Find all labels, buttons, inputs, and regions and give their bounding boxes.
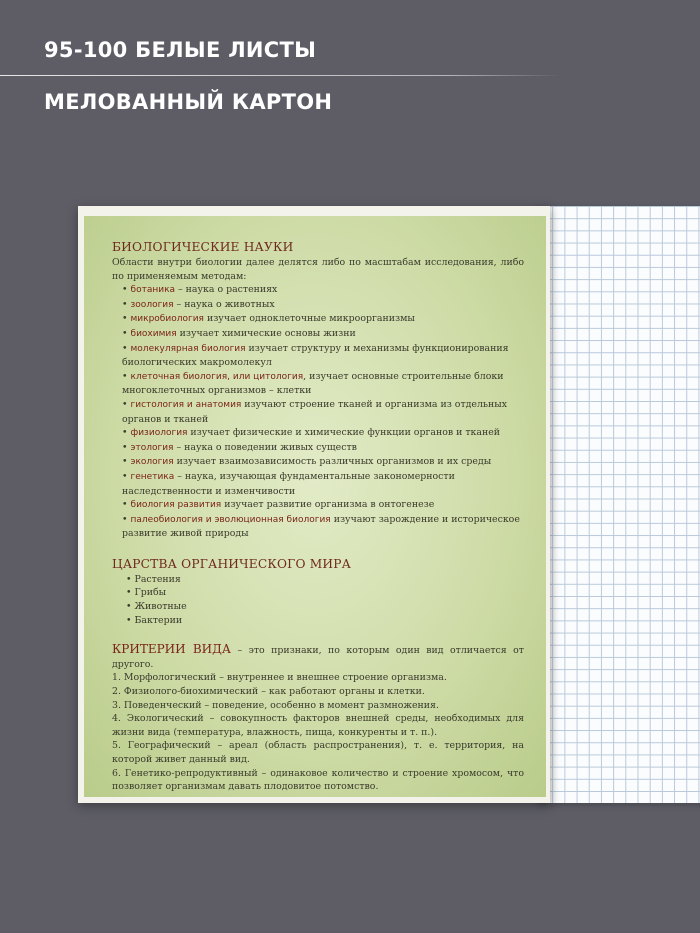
- bullet-icon: •: [122, 427, 131, 439]
- science-term: микробиология: [130, 314, 204, 325]
- science-term: генетика: [130, 471, 175, 482]
- science-term: ботаника: [130, 285, 176, 296]
- science-term: гистология и анатомия: [130, 399, 242, 410]
- cover-green-panel: [84, 216, 546, 797]
- criteria-definition: – это признаки, по которым один вид отличается от другого.: [112, 645, 524, 670]
- biology-list-item: [112, 513, 524, 541]
- biology-list-item: [112, 455, 524, 470]
- kingdom-name: Животные: [134, 601, 187, 613]
- biology-list-item: [112, 312, 524, 327]
- kingdom-item: [112, 586, 524, 600]
- science-description: – наука, изучающая фундаментальные закономерности наследственности и изменчивости: [122, 470, 455, 497]
- headline-divider: [0, 75, 560, 76]
- science-term: биохимия: [130, 328, 177, 339]
- science-description: изучает взаимозависимость различных организмов и их среды: [173, 456, 492, 468]
- bullet-icon: •: [122, 313, 131, 325]
- science-description: изучает структуру и механизмы функционирования биологических макромолекул: [122, 342, 509, 369]
- science-description: изучают зарождение и историческое развитие живой природы: [122, 513, 520, 540]
- biology-list-item: [112, 298, 524, 313]
- criteria-item: 3. Поведенческий – поведение, особенно в момент размножения.: [112, 699, 439, 711]
- biology-list: [112, 283, 524, 541]
- biology-list-item: [112, 470, 524, 498]
- criteria-item: 1. Морфологический – внутреннее и внешнее строение организма.: [112, 672, 447, 684]
- biology-list-item: [112, 498, 524, 513]
- science-term: биология развития: [130, 500, 222, 511]
- biology-list-item: [112, 327, 524, 342]
- science-description: , изучает основные строительные блоки многоклеточных организмов – клетки: [122, 370, 504, 397]
- bullet-icon: •: [122, 284, 131, 296]
- criteria-section-title: КРИТЕРИИ ВИДА: [112, 642, 231, 657]
- biology-list-item: [112, 370, 524, 398]
- bullet-icon: •: [122, 441, 131, 453]
- bullet-icon: •: [126, 601, 135, 613]
- science-term: физиология: [130, 428, 188, 439]
- criteria-item: 6. Генетико-репродуктивный – одинаковое количество и строение хромосом, что позволяет организмам давать плодовитое потомство.: [112, 767, 524, 793]
- criteria-list: [112, 671, 524, 793]
- bullet-icon: •: [126, 614, 135, 626]
- kingdom-name: Грибы: [134, 587, 167, 599]
- science-description: изучает развитие организма в онтогенезе: [221, 499, 435, 511]
- bullet-icon: •: [122, 470, 131, 482]
- science-term: клеточная биология, или цитология: [130, 371, 304, 382]
- bullet-icon: •: [122, 499, 131, 511]
- bullet-icon: •: [122, 513, 131, 525]
- kingdom-name: Растения: [134, 573, 181, 585]
- science-description: – наука о растениях: [175, 284, 278, 296]
- science-description: изучает физические и химические функции органов и тканей: [187, 427, 501, 439]
- kingdom-item: [112, 614, 524, 628]
- headline-white-sheets: 95-100 БЕЛЫЕ ЛИСТЫ: [44, 38, 317, 62]
- biology-section-title: БИОЛОГИЧЕСКИЕ НАУКИ: [112, 240, 294, 254]
- bullet-icon: •: [122, 456, 131, 468]
- kingdoms-section-title: ЦАРСТВА ОРГАНИЧЕСКОГО МИРА: [112, 556, 352, 571]
- biology-list-item: [112, 398, 524, 426]
- science-description: – наука о животных: [173, 298, 275, 310]
- science-description: изучает одноклеточные микроорганизмы: [203, 313, 415, 325]
- cover-content: [112, 240, 524, 794]
- criteria-lead: [112, 643, 524, 671]
- science-term: этология: [130, 442, 174, 453]
- bullet-icon: •: [122, 370, 131, 382]
- science-description: изучает химические основы жизни: [176, 327, 356, 339]
- kingdom-name: Бактерии: [134, 614, 183, 626]
- kingdoms-list: [112, 573, 524, 627]
- biology-list-item: [112, 441, 524, 456]
- kingdom-item: [112, 573, 524, 587]
- headline-coated-cardboard: МЕЛОВАННЫЙ КАРТОН: [44, 90, 333, 114]
- bullet-icon: •: [126, 587, 135, 599]
- criteria-item: 5. Географический – ареал (область распространения), т. е. территория, на которой живет данный вид.: [112, 740, 524, 765]
- kingdom-item: [112, 600, 524, 614]
- bullet-icon: •: [122, 398, 131, 410]
- bullet-icon: •: [126, 573, 135, 585]
- science-term: молекулярная биология: [130, 343, 246, 354]
- biology-list-item: [112, 283, 524, 298]
- biology-list-item: [112, 426, 524, 441]
- notebook-back-cover: [78, 206, 550, 803]
- bullet-icon: •: [122, 298, 131, 310]
- science-term: палеобиология и эволюционная биология: [130, 514, 331, 525]
- biology-list-item: [112, 342, 524, 370]
- science-description: – наука о поведении живых существ: [173, 441, 357, 453]
- science-description: изучают строение тканей и организма из отдельных органов и тканей: [122, 398, 508, 425]
- grid-notebook-page: [540, 206, 700, 803]
- science-term: экология: [130, 457, 174, 468]
- criteria-item: 2. Физиолого-биохимический – как работают органы и клетки.: [112, 686, 425, 698]
- bullet-icon: •: [122, 342, 131, 354]
- cover-notch: [312, 206, 328, 216]
- criteria-item: 4. Экологический – совокупность факторов внешней среды, необходимых для жизни вида (температура, влажность, пища, конкуренты и т. п.).: [112, 713, 524, 738]
- biology-intro: Области внутри биологии далее делятся либо по масштабам исследования, либо по применяемым методам:: [112, 257, 524, 282]
- science-term: зоология: [130, 299, 174, 310]
- bullet-icon: •: [122, 327, 131, 339]
